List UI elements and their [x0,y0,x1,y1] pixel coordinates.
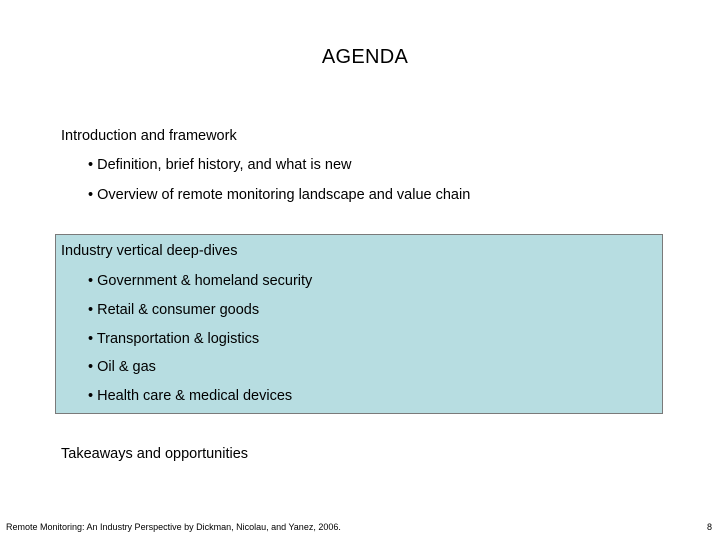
bullet-oil-gas: • Oil & gas [88,359,156,375]
section-heading-introduction: Introduction and framework [61,128,237,144]
footer-citation: Remote Monitoring: An Industry Perspective by Dickman, Nicolau, and Yanez, 2006. [6,522,341,532]
bullet-health-care: • Health care & medical devices [88,388,293,404]
slide-title-text: AGENDA [321,46,409,68]
bullet-retail-consumer: • Retail & consumer goods [88,302,260,318]
section-heading-takeaways: Takeaways and opportunities [61,446,249,462]
section-heading-industry-verticals: Industry vertical deep-dives [61,243,238,259]
highlight-box-industry-verticals [55,234,663,414]
bullet-overview-landscape: • Overview of remote monitoring landscape and value chain [88,187,471,203]
page-number: 8 [706,522,712,532]
bullet-transportation-logistics: • Transportation & logistics [88,331,260,347]
bullet-definition-history: • Definition, brief history, and what is new [88,157,352,173]
bullet-government-security: • Government & homeland security [88,273,313,289]
slide-title [5,46,720,69]
